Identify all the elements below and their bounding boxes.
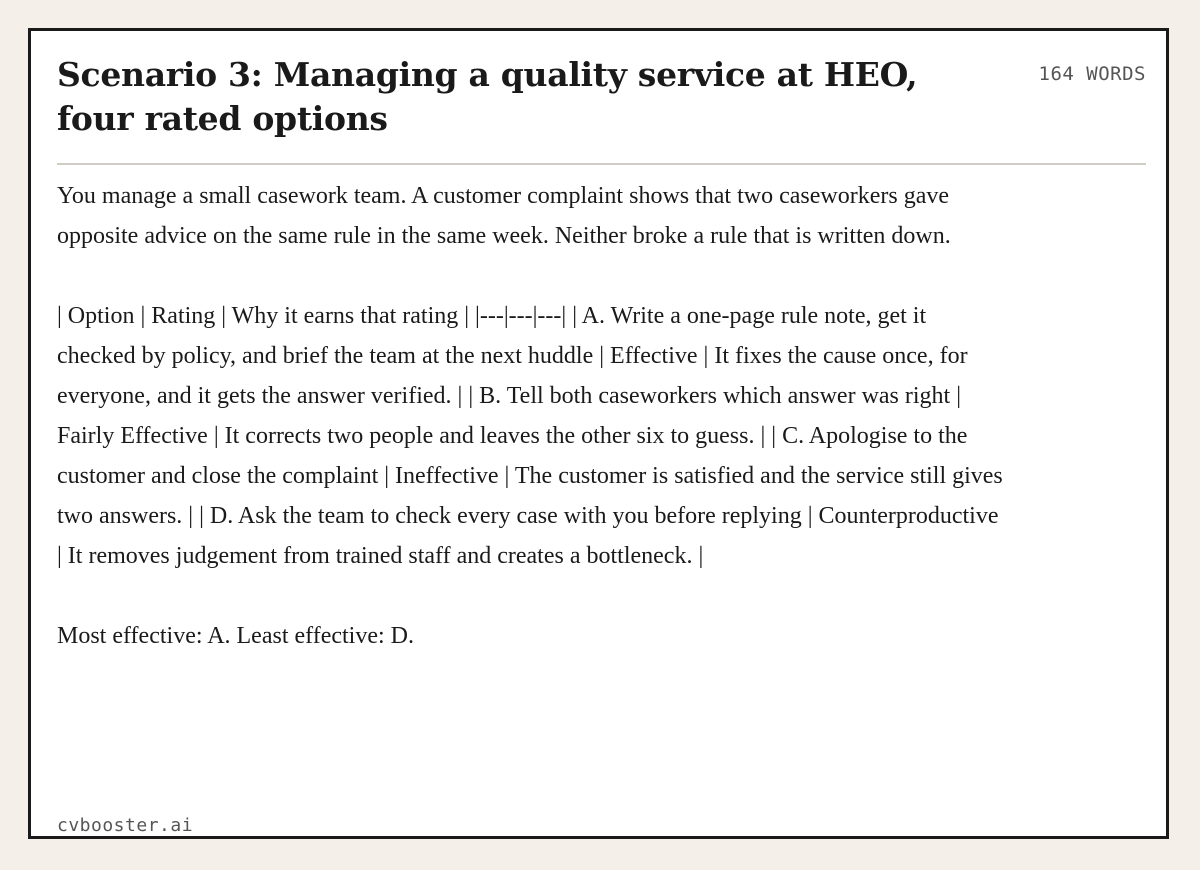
intro-paragraph: You manage a small casework team. A customer complaint shows that two caseworkers gave opposite advice on the same rule in the same week. Neither broke a rule that is written down.: [57, 183, 951, 249]
scenario-card: [28, 28, 1169, 839]
scenario-body: [57, 176, 1007, 696]
scenario-title: Scenario 3: Managing a quality service at HEO, four rated options: [57, 55, 918, 138]
brand-footer: cvbooster.ai: [57, 815, 194, 836]
options-table-text: | Option | Rating | Why it earns that rating | |---|---|---| | A. Write a one-page rule note, get it checked by policy, and brief the team at the next huddle | Effective | It fixes the cause once, for everyone, and it gets the answer verified. | | B. Tell both caseworkers which answer was right | Fairly Effective | It corrects two people and leaves the other six to guess. | | C. Apologise to the customer and close the complaint | Ineffective | The customer is satisfied and the service still gives two answers. | | D. Ask the team to check every case with you before replying | Counterproductive | It removes judgement from trained staff and creates a bottleneck. |: [57, 303, 1003, 569]
card-header: [57, 53, 1146, 165]
conclusion-paragraph: Most effective: A. Least effective: D.: [57, 623, 414, 649]
word-count-label: 164 WORDS: [1038, 63, 1146, 85]
